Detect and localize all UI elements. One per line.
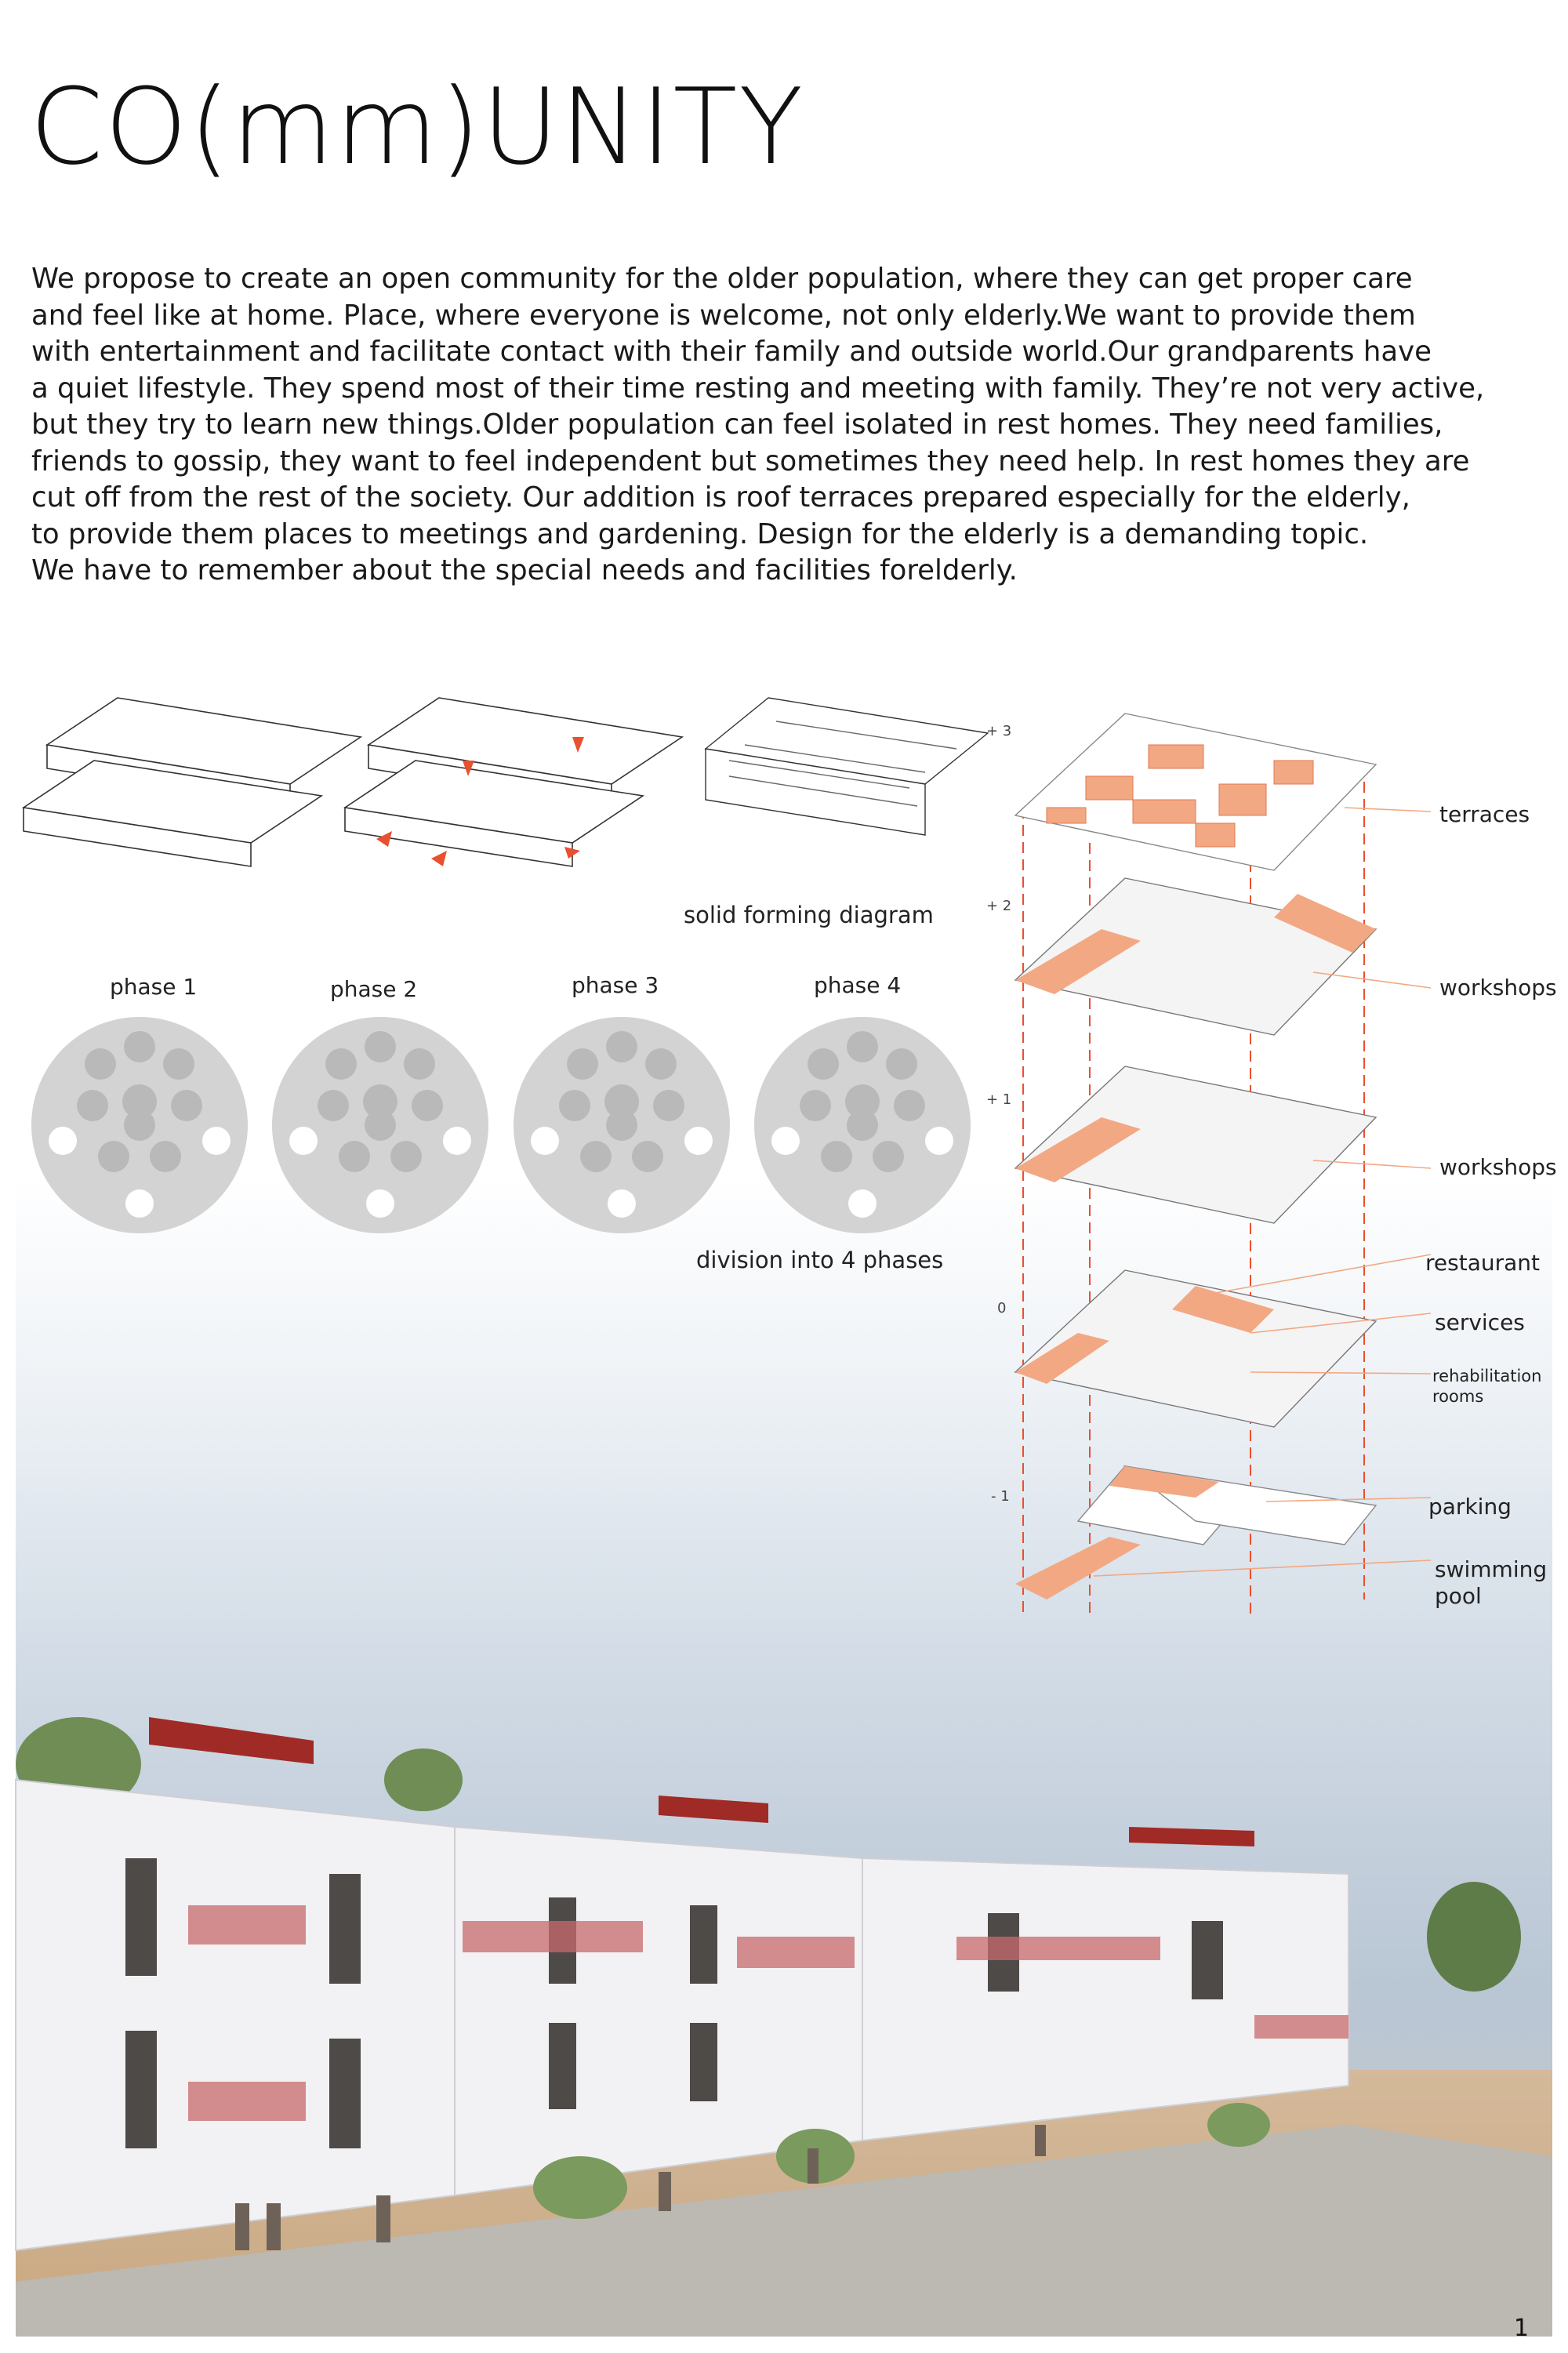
tag-terraces: terraces bbox=[1439, 801, 1530, 827]
intro-line: and feel like at home. Place, where everyone is welcome, not only elderly.We want to provide them bbox=[31, 299, 1416, 332]
phase-label-1: phase 1 bbox=[110, 974, 198, 1000]
ground-level bbox=[1015, 1270, 1376, 1427]
phase-circle-2 bbox=[272, 1017, 488, 1233]
tag-rehab-line: rehabilitation bbox=[1432, 1367, 1542, 1385]
intro-line: but they try to learn new things.Older population can feel isolated in rest homes. They need families, bbox=[31, 409, 1443, 441]
massing-step-1 bbox=[24, 698, 361, 866]
tag-rehabilitation-rooms bbox=[1432, 1366, 1541, 1407]
tag-rehab-line: rooms bbox=[1432, 1387, 1484, 1406]
level-marker-zero: 0 bbox=[997, 1300, 1007, 1316]
tag-workshops-lower: workshops bbox=[1439, 1154, 1557, 1180]
workshops-level-upper bbox=[1015, 878, 1376, 1035]
massing-step-2 bbox=[345, 698, 682, 866]
workshops-level-lower bbox=[1015, 1066, 1376, 1223]
intro-line: to provide them places to meetings and gardening. Design for the elderly is a demanding topic. bbox=[31, 517, 1369, 550]
phase-circle-4 bbox=[754, 1017, 971, 1233]
intro-line: We propose to create an open community for the older population, where they can get proper care bbox=[31, 263, 1413, 295]
phase-label-2: phase 2 bbox=[330, 976, 418, 1002]
level-marker-plus3: + 3 bbox=[986, 723, 1012, 739]
phase-diagrams bbox=[31, 1015, 972, 1243]
page-number: 1 bbox=[1513, 2315, 1529, 2342]
phase-label-4: phase 4 bbox=[814, 972, 902, 998]
level-marker-plus1: + 1 bbox=[986, 1091, 1012, 1108]
intro-line: cut off from the rest of the society. Our addition is roof terraces prepared especially for the elderly, bbox=[31, 481, 1410, 514]
intro-line: a quiet lifestyle. They spend most of their time resting and meeting with family. They’re not very active, bbox=[31, 372, 1485, 405]
tag-swimming-pool bbox=[1435, 1556, 1547, 1610]
tag-parking: parking bbox=[1428, 1494, 1512, 1520]
tag-pool-line: swimming bbox=[1435, 1556, 1548, 1582]
tag-services: services bbox=[1435, 1309, 1525, 1335]
phases-caption: division into 4 phases bbox=[696, 1247, 944, 1273]
intro-line: with entertainment and facilitate contact with their family and outside world.Our grandparents have bbox=[31, 336, 1432, 368]
building-render bbox=[16, 1686, 1552, 2337]
exploded-axonometric bbox=[1015, 714, 1407, 1631]
phase-label-3: phase 3 bbox=[572, 972, 659, 998]
level-marker-minus1: - 1 bbox=[991, 1488, 1010, 1505]
level-marker-plus2: + 2 bbox=[986, 898, 1012, 914]
intro-paragraph bbox=[31, 261, 1544, 590]
tag-workshops-upper: workshops bbox=[1439, 975, 1557, 1000]
solid-forming-diagram bbox=[24, 698, 1004, 886]
tag-restaurant: restaurant bbox=[1425, 1250, 1540, 1276]
intro-line: friends to gossip, they want to feel independent but sometimes they need help. In rest homes they are bbox=[31, 445, 1470, 477]
terrace-level bbox=[1015, 714, 1376, 870]
phase-circle-3 bbox=[514, 1017, 730, 1233]
massing-step-3 bbox=[706, 698, 988, 835]
basement-level bbox=[1015, 1466, 1376, 1600]
intro-line: We have to remember about the special needs and facilities forelderly. bbox=[31, 554, 1018, 586]
phase-circle-1 bbox=[31, 1017, 248, 1233]
solid-forming-caption: solid forming diagram bbox=[684, 902, 934, 928]
page-title: CO(mm)UNITY bbox=[30, 66, 805, 188]
tag-pool-line: pool bbox=[1435, 1583, 1482, 1609]
